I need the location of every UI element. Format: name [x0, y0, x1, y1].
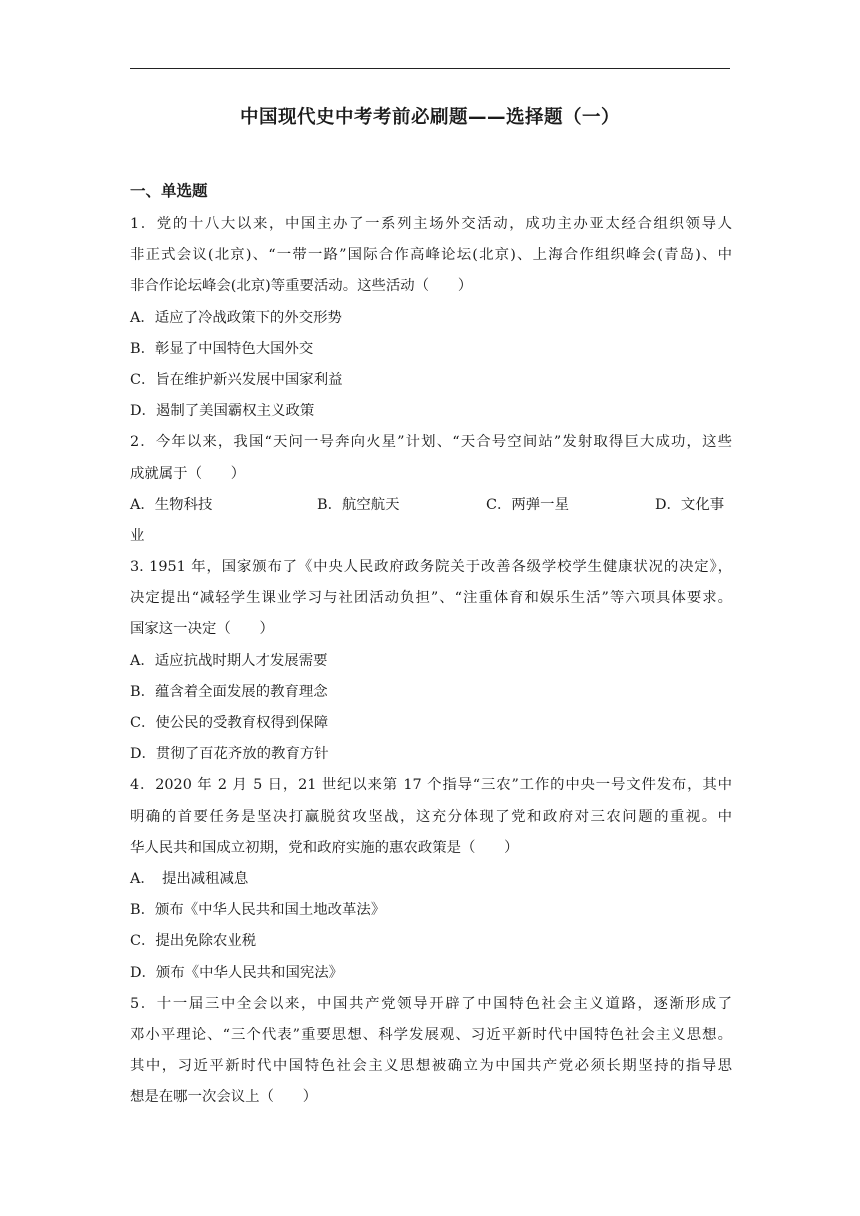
question-stem-line: 想是在哪一次会议上（ ） — [130, 1089, 318, 1106]
question-stem-line: 1．党的十八大以来，中国主办了一系列主场外交活动，成功主办亚太经合组织领导人 — [130, 216, 732, 232]
question-2 — [130, 427, 732, 552]
question-stem-line: 明确的首要任务是坚决打赢脱贫攻坚战，这充分体现了党和政府对三农问题的重视。中 — [130, 808, 732, 825]
question-stem-line: 决定提出“减轻学生课业学习与社团活动负担”、“注重体育和娱乐生活”等六项具体要求。 — [130, 590, 732, 607]
document-title: 中国现代史中考考前必刷题——选择题（一） — [239, 107, 620, 128]
question-stem-line: 其中，习近平新时代中国特色社会主义思想被确立为中国共产党必须长期坚持的指导思 — [130, 1058, 732, 1075]
option-d[interactable]: D．颁布《中华人民共和国宪法》 — [130, 964, 344, 981]
question-stem-line: 4．2020 年 2 月 5 日，21 世纪以来第 17 个指导“三农”工作的中央一号文件发布，其中 — [130, 777, 732, 794]
option-a[interactable]: A．适应抗战时期人才发展需要 — [130, 652, 328, 669]
option-row — [130, 490, 732, 521]
header-rule — [130, 68, 730, 69]
question-stem-line: 成就属于（ ） — [130, 465, 246, 482]
section-heading: 一、单选题 — [130, 182, 208, 200]
option-b[interactable]: B．蕴含着全面发展的教育理念 — [130, 683, 328, 700]
question-4 — [130, 770, 732, 988]
option-d-wrap: 业 — [130, 527, 145, 544]
question-stem-line: 华人民共和国成立初期，党和政府实施的惠农政策是（ ） — [130, 839, 519, 856]
option-b[interactable]: B．颁布《中华人民共和国土地改革法》 — [130, 902, 386, 919]
option-b[interactable]: B．航空航天 — [317, 496, 400, 513]
option-d[interactable]: D．贯彻了百花齐放的教育方针 — [130, 746, 329, 763]
question-stem-line: 2．今年以来，我国“天问一号奔向火星”计划、“天合号空间站”发射取得巨大成功，这些 — [130, 434, 732, 451]
question-stem-line: 邓小平理论、“三个代表”重要思想、科学发展观、习近平新时代中国特色社会主义思想。 — [130, 1026, 732, 1043]
question-stem-line: 3. 1951 年，国家颁布了《中央人民政府政务院关于改善各级学校学生健康状况的决定》， — [130, 559, 732, 576]
question-list — [130, 209, 732, 1113]
question-5 — [130, 989, 732, 1114]
option-d[interactable]: D．文化事 — [655, 496, 725, 513]
question-1 — [130, 209, 732, 427]
option-c[interactable]: C．提出免除农业税 — [130, 933, 257, 950]
option-c[interactable]: C．使公民的受教育权得到保障 — [130, 715, 329, 731]
option-b[interactable]: B．彰显了中国特色大国外交 — [130, 340, 314, 357]
question-stem-line: 5．十一届三中全会以来，中国共产党领导开辟了中国特色社会主义道路，逐渐形成了 — [130, 995, 732, 1012]
option-a[interactable]: A．适应了冷战政策下的外交形势 — [130, 309, 342, 326]
question-3 — [130, 552, 732, 770]
question-stem-line: 国家这一决定（ ） — [130, 621, 274, 638]
option-a[interactable]: A． 提出减租减息 — [130, 870, 249, 887]
option-d[interactable]: D．遏制了美国霸权主义政策 — [130, 403, 315, 420]
option-c[interactable]: C．两弹一星 — [486, 496, 569, 513]
option-c[interactable]: C．旨在维护新兴发展中国家利益 — [130, 371, 343, 388]
question-stem-line: 非正式会议(北京)、“一带一路”国际合作高峰论坛(北京)、上海合作组织峰会(青岛)、中 — [130, 247, 732, 264]
option-a[interactable]: A．生物科技 — [130, 496, 213, 513]
question-stem-line: 非合作论坛峰会(北京)等重要活动。这些活动（ ） — [130, 278, 473, 295]
